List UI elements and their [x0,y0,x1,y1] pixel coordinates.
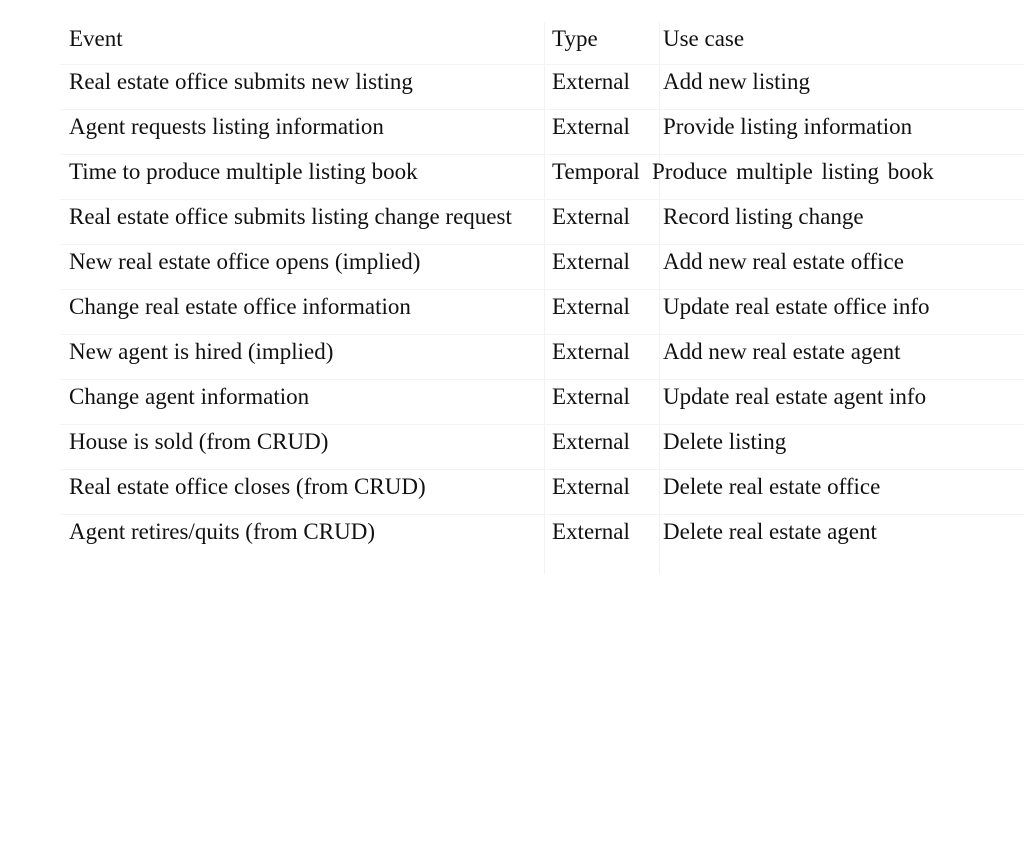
use-case-cell: Produce multiple listing book [649,155,1024,200]
type-cell: Temporal [544,155,649,200]
use-case-cell: Record listing change [649,200,1024,245]
header-type: Type [552,26,598,51]
use-case-cell: Delete listing [649,425,1024,470]
event-cell: Agent requests listing information [60,110,544,155]
type-cell: External [544,515,649,560]
table-row [60,245,1024,290]
table-header-row [60,22,1024,65]
event-cell: Real estate office submits new listing [60,65,544,110]
table-row [60,470,1024,515]
type-cell: External [544,245,649,290]
table-row [60,380,1024,425]
event-cell: Change real estate office information [60,290,544,335]
use-case-cell: Add new real estate office [649,245,1024,290]
type-cell: External [544,110,649,155]
event-cell: New agent is hired (implied) [60,335,544,380]
type-cell: External [544,425,649,470]
use-case-cell: Update real estate agent info [649,380,1024,425]
type-cell: External [544,470,649,515]
table-row [60,110,1024,155]
use-case-cell: Delete real estate office [649,470,1024,515]
event-cell: Real estate office submits listing change request [60,200,544,245]
event-cell: Real estate office closes (from CRUD) [60,470,544,515]
table-row [60,65,1024,110]
event-cell: House is sold (from CRUD) [60,425,544,470]
event-cell: Time to produce multiple listing book [60,155,544,200]
event-cell: Change agent information [60,380,544,425]
use-case-cell: Delete real estate agent [649,515,1024,560]
type-cell: External [544,380,649,425]
table-row [60,335,1024,380]
use-case-cell: Update real estate office info [649,290,1024,335]
use-case-cell: Add new listing [649,65,1024,110]
event-table-container [60,22,1024,559]
type-cell: External [544,65,649,110]
table-row [60,155,1024,200]
type-cell: External [544,290,649,335]
header-use-case: Use case [663,26,745,51]
table-row [60,515,1024,560]
event-cell: Agent retires/quits (from CRUD) [60,515,544,560]
use-case-cell: Add new real estate agent [649,335,1024,380]
table-row [60,290,1024,335]
type-cell: External [544,335,649,380]
type-cell: External [544,200,649,245]
table-row [60,425,1024,470]
use-case-cell: Provide listing information [649,110,1024,155]
event-table [60,22,1024,559]
event-cell: New real estate office opens (implied) [60,245,544,290]
table-row [60,200,1024,245]
header-event: Event [69,26,123,51]
